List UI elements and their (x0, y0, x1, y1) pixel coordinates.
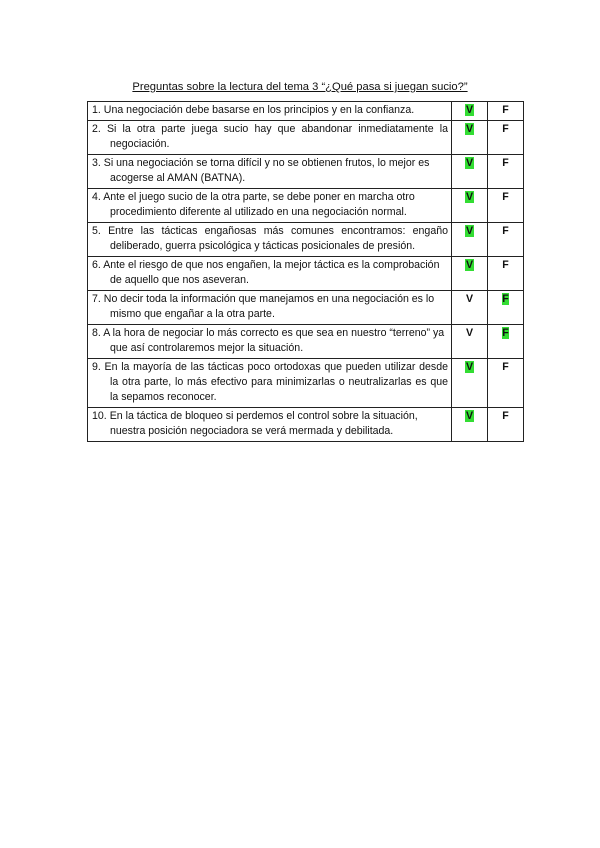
option-v-label: V (465, 123, 474, 135)
question-number: 10. (92, 410, 107, 422)
question-text: Entre las tácticas engañosas más comunes encontramos: engaño deliberado, guerra psicológica y tácticas posicionales de presión. (108, 225, 448, 252)
option-v-label: V (465, 293, 474, 305)
option-f-label: F (502, 123, 509, 135)
question-row (88, 189, 524, 223)
option-f-cell (488, 291, 524, 325)
option-f-cell (488, 189, 524, 223)
question-number: 5. (92, 225, 101, 237)
option-v-label: V (465, 157, 474, 169)
option-v-label: V (465, 259, 474, 271)
question-statement (92, 326, 448, 356)
option-f-label: F (502, 259, 509, 271)
option-f-label: F (502, 361, 509, 373)
option-f-label: F (502, 327, 509, 339)
question-text: Si una negociación se torna difícil y no se obtienen frutos, lo mejor es acogerse al AMAN (BATNA). (103, 157, 430, 184)
question-text: A la hora de negociar lo más correcto es que sea en nuestro “terreno” ya que así controlaremos mejor la situación. (103, 327, 445, 354)
question-statement (92, 360, 448, 405)
option-f-cell (488, 121, 524, 155)
question-cell (88, 257, 452, 291)
option-f-cell (488, 408, 524, 442)
title-text: Preguntas sobre la lectura del tema 3 “¿Qué pasa si juegan sucio?” (132, 81, 468, 93)
question-statement (92, 292, 448, 322)
question-cell (88, 359, 452, 408)
question-text: Si la otra parte juega sucio hay que abandonar inmediatamente la negociación. (106, 123, 448, 150)
question-text: En la mayoría de las tácticas poco ortodoxas que pueden utilizar desde la otra parte, lo más efectivo para minimizarlas o neutralizarlas es que la sepamos reconocer. (104, 361, 448, 403)
option-f-cell (488, 325, 524, 359)
questions-table-body (88, 102, 524, 442)
option-v-cell (452, 189, 488, 223)
question-statement (92, 409, 448, 439)
option-v-label: V (465, 191, 474, 203)
question-statement (92, 190, 448, 220)
question-statement (92, 156, 448, 186)
option-f-label: F (502, 104, 509, 116)
question-row (88, 291, 524, 325)
question-cell (88, 223, 452, 257)
question-text: No decir toda la información que manejamos en una negociación es lo mismo que engañar a la otra parte. (103, 293, 435, 320)
question-row (88, 102, 524, 121)
option-v-cell (452, 291, 488, 325)
option-f-cell (488, 155, 524, 189)
question-row (88, 257, 524, 291)
option-v-cell (452, 121, 488, 155)
question-statement (92, 224, 448, 254)
question-text: En la táctica de bloqueo si perdemos el control sobre la situación, nuestra posición negociadora se verá mermada y debilitada. (109, 410, 418, 437)
option-v-cell (452, 223, 488, 257)
question-row (88, 223, 524, 257)
option-v-label: V (465, 361, 474, 373)
option-v-cell (452, 102, 488, 121)
option-v-label: V (465, 410, 474, 422)
question-cell (88, 102, 452, 121)
question-number: 4. (92, 191, 101, 203)
option-f-label: F (502, 157, 509, 169)
option-f-cell (488, 359, 524, 408)
question-cell (88, 408, 452, 442)
question-number: 2. (92, 123, 101, 135)
questions-table (87, 101, 524, 442)
option-v-label: V (465, 104, 474, 116)
option-v-cell (452, 408, 488, 442)
question-text: Ante el juego sucio de la otra parte, se debe poner en marcha otro procedimiento diferente al utilizado en una negociación normal. (103, 191, 415, 218)
option-v-label: V (465, 225, 474, 237)
option-f-label: F (502, 293, 509, 305)
option-f-label: F (502, 191, 509, 203)
document-title (0, 80, 600, 94)
option-f-label: F (502, 225, 509, 237)
question-number: 8. (92, 327, 101, 339)
question-text: Ante el riesgo de que nos engañen, la mejor táctica es la comprobación de aquello que nos aseveran. (103, 259, 440, 286)
option-v-cell (452, 257, 488, 291)
option-f-label: F (502, 410, 509, 422)
question-statement (92, 258, 448, 288)
question-statement (92, 122, 448, 152)
option-v-label: V (465, 327, 474, 339)
question-row (88, 408, 524, 442)
question-number: 7. (92, 293, 101, 305)
question-number: 6. (92, 259, 101, 271)
question-cell (88, 155, 452, 189)
question-number: 9. (92, 361, 101, 373)
option-v-cell (452, 325, 488, 359)
question-number: 1. (92, 104, 101, 116)
question-text: Una negociación debe basarse en los principios y en la confianza. (103, 104, 415, 116)
question-statement (92, 103, 448, 118)
question-row (88, 155, 524, 189)
question-row (88, 359, 524, 408)
question-cell (88, 291, 452, 325)
question-cell (88, 121, 452, 155)
option-f-cell (488, 257, 524, 291)
question-number: 3. (92, 157, 101, 169)
question-row (88, 325, 524, 359)
option-v-cell (452, 359, 488, 408)
option-f-cell (488, 223, 524, 257)
option-v-cell (452, 155, 488, 189)
option-f-cell (488, 102, 524, 121)
question-row (88, 121, 524, 155)
question-cell (88, 189, 452, 223)
question-cell (88, 325, 452, 359)
